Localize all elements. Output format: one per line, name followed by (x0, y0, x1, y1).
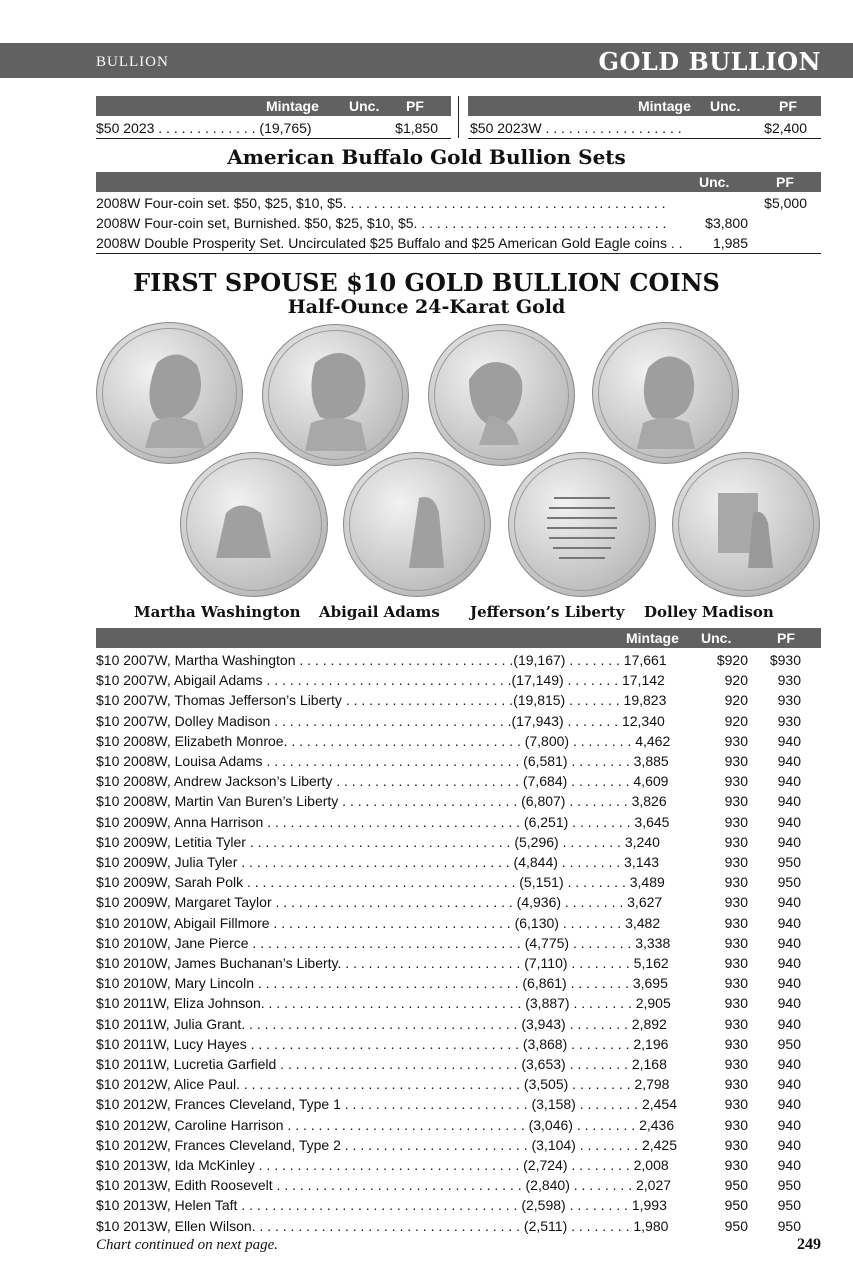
row-description: $10 2007W, Thomas Jefferson’s Liberty . . . . . . . . . . . . . . . . . . . . . .(19,815) . . . . . . . 19,823 (96, 692, 667, 709)
row-description: $10 2010W, James Buchanan’s Liberty. . . . . . . . . . . . . . . . . . . . . . . . (7,110) . . . . . . . . 5,162 (96, 955, 669, 971)
row-unc-value: 930 (724, 854, 748, 870)
col-unc: Unc. (701, 630, 732, 646)
row-pf-value: 930 (777, 692, 801, 709)
dolley-madison-obverse-image (592, 322, 739, 464)
table-row (96, 993, 821, 1013)
row-pf-value: 940 (777, 732, 801, 749)
row-unc-value: 930 (724, 874, 748, 891)
row-pf-value: $5,000 (764, 195, 807, 211)
row-pf: $2,400 (764, 120, 807, 136)
table-row (96, 1094, 821, 1114)
table-row (96, 1074, 821, 1094)
table-row (96, 1175, 821, 1195)
table-row (96, 670, 821, 690)
row-unc-value: 930 (724, 793, 748, 810)
row-pf-value: 940 (777, 753, 801, 769)
dolley-madison-reverse-image (672, 452, 820, 597)
table-row (96, 118, 451, 138)
row-pf-value: 950 (777, 1177, 801, 1194)
page-header-banner (0, 43, 853, 78)
table-row (96, 1014, 821, 1034)
row-pf-value: 950 (777, 874, 801, 891)
row-pf-value: 940 (777, 833, 801, 850)
row-description: $10 2013W, Ellen Wilson. . . . . . . . . . . . . . . . . . . . . . . . . . . . . . . . . . . (2,511) . . . . . . . . 1,980 (96, 1217, 669, 1234)
coin-caption: Dolley Madison (644, 603, 774, 621)
col-mintage: Mintage (266, 98, 319, 114)
row-unc-value: 930 (724, 1116, 748, 1133)
row-unc-value: 920 (724, 712, 748, 729)
row-unc-value: 1,985 (712, 235, 748, 251)
martha-washington-reverse-image (180, 452, 328, 597)
row-description: $10 2009W, Anna Harrison . . . . . . . . . . . . . . . . . . . . . . . . . . . . . . . . . (6,251) . . . . . . . . 3,645 (96, 813, 670, 830)
row-description: $10 2013W, Ida McKinley . . . . . . . . . . . . . . . . . . . . . . . . . . . . . . . . . . (2,724) . . . . . . . . 2,008 (96, 1157, 669, 1173)
row-description: $10 2010W, Abigail Fillmore . . . . . . . . . . . . . . . . . . . . . . . . . . . . . . . (6,130) . . . . . . . . 3,482 (96, 914, 661, 931)
row-unc-value: $3,800 (705, 215, 748, 231)
row-unc-value: 930 (724, 753, 748, 769)
row-unc-value: 930 (724, 1056, 748, 1072)
row-description: $10 2011W, Lucy Hayes . . . . . . . . . . . . . . . . . . . . . . . . . . . . . . . . . . . (3,868) . . . . . . . . 2,196 (96, 1035, 669, 1052)
row-unc-value: 930 (724, 995, 748, 1012)
table-row (96, 193, 821, 213)
row-description: $10 2007W, Martha Washington . . . . . . . . . . . . . . . . . . . . . . . . . . . .(19,167) . . . . . . . 17,661 (96, 652, 667, 668)
table-row (96, 690, 821, 710)
col-pf: PF (406, 98, 424, 114)
row-unc-value: 920 (724, 692, 748, 709)
table-row (96, 1034, 821, 1054)
row-unc-value: 930 (724, 1035, 748, 1052)
divider (468, 138, 821, 139)
divider (96, 253, 821, 254)
row-unc-value: 930 (724, 1015, 748, 1032)
row-description: $10 2007W, Abigail Adams . . . . . . . . . . . . . . . . . . . . . . . . . . . . . . . .(17,149) . . . . . . . 17,142 (96, 672, 665, 689)
buffalo-sets-title: American Buffalo Gold Bullion Sets (227, 145, 626, 169)
row-description: $10 2012W, Caroline Harrison . . . . . . . . . . . . . . . . . . . . . . . . . . . . . . . (3,046) . . . . . . . . 2,436 (96, 1116, 675, 1133)
row-pf-value: 940 (777, 995, 801, 1012)
divider (458, 96, 459, 138)
col-unc: Unc. (349, 98, 380, 114)
row-pf-value: 950 (777, 854, 801, 870)
col-unc: Unc. (710, 98, 741, 114)
top-left-table-header (96, 96, 451, 116)
row-pf-value: 940 (777, 1136, 801, 1153)
row-description: $10 2010W, Mary Lincoln . . . . . . . . . . . . . . . . . . . . . . . . . . . . . . . . . . (6,861) . . . . . . . . 3,695 (96, 975, 668, 992)
row-unc-value: 930 (724, 894, 748, 911)
row-unc-value: 930 (724, 955, 748, 971)
row-pf-value: 950 (777, 1035, 801, 1052)
coin-caption: Martha Washington (134, 603, 301, 621)
row-unc-value: 930 (724, 975, 748, 992)
abigail-adams-obverse-image (262, 324, 409, 466)
table-row (96, 1135, 821, 1155)
top-right-table-header (468, 96, 821, 116)
abigail-adams-reverse-image (343, 452, 491, 597)
first-spouse-title: FIRST SPOUSE $10 GOLD BULLION COINS (133, 268, 720, 297)
table-row (96, 812, 821, 832)
table-row (96, 711, 821, 731)
page-number: 249 (797, 1236, 821, 1253)
row-unc-value: 950 (724, 1197, 748, 1214)
row-description: $10 2008W, Andrew Jackson’s Liberty . . . . . . . . . . . . . . . . . . . . . . . . (7,684) . . . . . . . . 4,609 (96, 773, 669, 790)
row-pf-value: 940 (777, 1056, 801, 1072)
table-row (96, 731, 821, 751)
row-pf-value: 940 (777, 1116, 801, 1133)
row-description: 2008W Double Prosperity Set. Uncirculated $25 Buffalo and $25 American Gold Eagle coins . . (96, 235, 683, 251)
divider (96, 138, 451, 139)
table-row (96, 973, 821, 993)
first-spouse-table-header (96, 628, 821, 648)
coin-illustrations (0, 322, 853, 602)
martha-washington-obverse-image (96, 322, 243, 464)
page-title: GOLD BULLION (598, 47, 821, 76)
jeffersons-liberty-obverse-image (428, 324, 575, 466)
row-unc-value: $920 (716, 652, 748, 668)
table-row (96, 933, 821, 953)
row-description: $10 2011W, Lucretia Garfield . . . . . . . . . . . . . . . . . . . . . . . . . . . . . . . (3,653) . . . . . . . . 2,168 (96, 1056, 667, 1072)
table-row (96, 650, 821, 670)
row-desc: $50 2023 . . . . . . . . . . . . . (19,765) (96, 120, 312, 136)
row-description: $10 2008W, Elizabeth Monroe. . . . . . . . . . . . . . . . . . . . . . . . . . . . . . . (7,800) . . . . . . . . 4,462 (96, 732, 671, 749)
table-row (96, 852, 821, 872)
row-pf: $1,850 (395, 120, 438, 136)
table-row (96, 1216, 821, 1236)
row-pf-value: 940 (777, 914, 801, 931)
row-description: $10 2011W, Eliza Johnson. . . . . . . . . . . . . . . . . . . . . . . . . . . . . . . . . . (3,887) . . . . . . . . 2,905 (96, 995, 671, 1012)
row-description: $10 2012W, Alice Paul. . . . . . . . . . . . . . . . . . . . . . . . . . . . . . . . . . . . . (3,505) . . . . . . . . 2,798 (96, 1076, 670, 1093)
row-pf-value: 940 (777, 1157, 801, 1173)
row-unc-value: 930 (724, 1096, 748, 1113)
row-description: $10 2010W, Jane Pierce . . . . . . . . . . . . . . . . . . . . . . . . . . . . . . . . . . . (4,775) . . . . . . . . 3,338 (96, 934, 671, 951)
row-unc-value: 920 (724, 672, 748, 689)
row-unc-value: 930 (724, 914, 748, 931)
table-row (96, 751, 821, 771)
section-label: BULLION (96, 54, 169, 70)
table-row (96, 953, 821, 973)
table-row (96, 1054, 821, 1074)
row-desc: $50 2023W . . . . . . . . . . . . . . . . . . (470, 120, 682, 136)
row-pf-value: 940 (777, 975, 801, 992)
col-pf: PF (779, 98, 797, 114)
row-description: $10 2012W, Frances Cleveland, Type 1 . . . . . . . . . . . . . . . . . . . . . . . . (3,158) . . . . . . . . 2,454 (96, 1096, 677, 1113)
coin-caption: Abigail Adams (319, 603, 440, 621)
table-row (468, 118, 821, 138)
row-description: $10 2008W, Martin Van Buren’s Liberty . . . . . . . . . . . . . . . . . . . . . . . (6,807) . . . . . . . . 3,826 (96, 793, 667, 810)
row-description: $10 2009W, Margaret Taylor . . . . . . . . . . . . . . . . . . . . . . . . . . . . . . . (4,936) . . . . . . . . 3,627 (96, 894, 663, 911)
table-row (96, 1155, 821, 1175)
table-row (96, 1115, 821, 1135)
row-description: 2008W Four-coin set. $50, $25, $10, $5. . . . . . . . . . . . . . . . . . . . . . . . . . . . . . . . . . . . . . . . . . (96, 195, 666, 211)
row-pf-value: 940 (777, 1096, 801, 1113)
row-description: $10 2013W, Helen Taft . . . . . . . . . . . . . . . . . . . . . . . . . . . . . . . . . . . . (2,598) . . . . . . . . 1,993 (96, 1197, 667, 1214)
table-row (96, 233, 821, 253)
row-description: $10 2009W, Julia Tyler . . . . . . . . . . . . . . . . . . . . . . . . . . . . . . . . . . . (4,844) . . . . . . . . 3,143 (96, 854, 660, 870)
row-description: 2008W Four-coin set, Burnished. $50, $25, $10, $5. . . . . . . . . . . . . . . . . . . . . . . . . . . . . . . . . (96, 215, 667, 231)
row-description: $10 2011W, Julia Grant. . . . . . . . . . . . . . . . . . . . . . . . . . . . . . . . . . . . (3,943) . . . . . . . . 2,892 (96, 1015, 667, 1032)
table-row (96, 213, 821, 233)
table-row (96, 872, 821, 892)
row-pf-value: 950 (777, 1217, 801, 1234)
col-pf: PF (776, 174, 794, 190)
row-unc-value: 930 (724, 813, 748, 830)
row-unc-value: 930 (724, 1157, 748, 1173)
row-unc-value: 950 (724, 1177, 748, 1194)
row-description: $10 2013W, Edith Roosevelt . . . . . . . . . . . . . . . . . . . . . . . . . . . . . . . . (2,840) . . . . . . . . 2,027 (96, 1177, 672, 1194)
row-pf-value: 930 (777, 672, 801, 689)
row-pf-value: 940 (777, 894, 801, 911)
first-spouse-subtitle: Half-Ounce 24-Karat Gold (287, 296, 566, 318)
col-unc: Unc. (699, 174, 730, 190)
row-pf-value: $930 (769, 652, 801, 668)
row-pf-value: 940 (777, 773, 801, 790)
jeffersons-liberty-reverse-image (508, 452, 656, 597)
row-pf-value: 940 (777, 813, 801, 830)
row-description: $10 2009W, Sarah Polk . . . . . . . . . . . . . . . . . . . . . . . . . . . . . . . . . . . (5,151) . . . . . . . . 3,489 (96, 874, 665, 891)
row-unc-value: 930 (724, 732, 748, 749)
row-pf-value: 940 (777, 1076, 801, 1093)
row-pf-value: 940 (777, 1015, 801, 1032)
row-pf-value: 940 (777, 934, 801, 951)
row-pf-value: 950 (777, 1197, 801, 1214)
row-description: $10 2012W, Frances Cleveland, Type 2 . . . . . . . . . . . . . . . . . . . . . . . . (3,104) . . . . . . . . 2,425 (96, 1136, 677, 1153)
table-row (96, 832, 821, 852)
continued-note: Chart continued on next page. (96, 1237, 279, 1253)
table-row (96, 791, 821, 811)
table-row (96, 892, 821, 912)
coin-caption: Jefferson’s Liberty (470, 603, 625, 621)
col-mintage: Mintage (638, 98, 691, 114)
row-description: $10 2007W, Dolley Madison . . . . . . . . . . . . . . . . . . . . . . . . . . . . . . .(17,943) . . . . . . . 12,340 (96, 712, 665, 729)
table-row (96, 1195, 821, 1215)
row-unc-value: 930 (724, 934, 748, 951)
row-unc-value: 930 (724, 833, 748, 850)
table-row (96, 771, 821, 791)
col-mintage: Mintage (626, 630, 679, 646)
row-pf-value: 940 (777, 955, 801, 971)
row-pf-value: 930 (777, 712, 801, 729)
table-row (96, 913, 821, 933)
row-pf-value: 940 (777, 793, 801, 810)
row-unc-value: 930 (724, 1136, 748, 1153)
row-unc-value: 950 (724, 1217, 748, 1234)
row-unc-value: 930 (724, 1076, 748, 1093)
col-pf: PF (777, 630, 795, 646)
row-description: $10 2009W, Letitia Tyler . . . . . . . . . . . . . . . . . . . . . . . . . . . . . . . . . . (5,296) . . . . . . . . 3,240 (96, 833, 660, 850)
row-description: $10 2008W, Louisa Adams . . . . . . . . . . . . . . . . . . . . . . . . . . . . . . . . . (6,581) . . . . . . . . 3,885 (96, 753, 669, 769)
buffalo-table-header (96, 172, 821, 192)
row-unc-value: 930 (724, 773, 748, 790)
